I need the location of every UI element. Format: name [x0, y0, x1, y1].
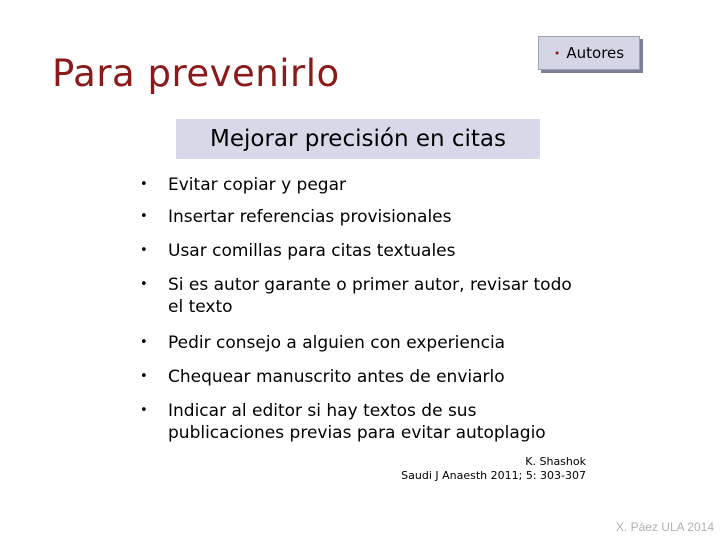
- footer-credit: X. Páez ULA 2014: [615, 520, 714, 534]
- reference-citation: Saudi J Anaesth 2011; 5: 303-307: [401, 469, 586, 482]
- list-item-text: Insertar referencias provisionales: [168, 207, 452, 227]
- list-item: [140, 240, 610, 262]
- list-item-text: Usar comillas para citas textuales: [168, 241, 456, 261]
- slide-title: Para prevenirlo: [52, 52, 340, 95]
- bullet-icon: •: [140, 369, 148, 384]
- bullet-icon: •: [140, 243, 148, 258]
- bullet-icon: •: [140, 277, 148, 292]
- reference: [401, 455, 586, 483]
- subtitle-text: Mejorar precisión en citas: [209, 126, 506, 152]
- reference-author: K. Shashok: [525, 455, 586, 468]
- list-item: [140, 274, 580, 318]
- list-item: [140, 332, 610, 354]
- list-item: [140, 206, 610, 228]
- subtitle-box: [176, 119, 540, 159]
- tag-bullet: •: [553, 46, 561, 60]
- list-item-text: Indicar al editor si hay textos de sus publicaciones previas para evitar autoplagio: [168, 401, 546, 443]
- list-item: [140, 400, 590, 444]
- list-item-text: Pedir consejo a alguien con experiencia: [168, 333, 506, 353]
- list-item-text: Chequear manuscrito antes de enviarlo: [168, 367, 505, 387]
- bullet-icon: •: [140, 209, 148, 224]
- authors-tag: [538, 36, 640, 70]
- bullet-icon: •: [140, 335, 148, 350]
- list-item-text: Evitar copiar y pegar: [168, 175, 346, 195]
- list-item-text: Si es autor garante o primer autor, revisar todo el texto: [168, 275, 572, 317]
- bullet-icon: •: [140, 177, 148, 192]
- bullet-icon: •: [140, 403, 148, 418]
- tag-label: Autores: [566, 44, 625, 62]
- list-item: [140, 174, 610, 196]
- list-item: [140, 366, 610, 388]
